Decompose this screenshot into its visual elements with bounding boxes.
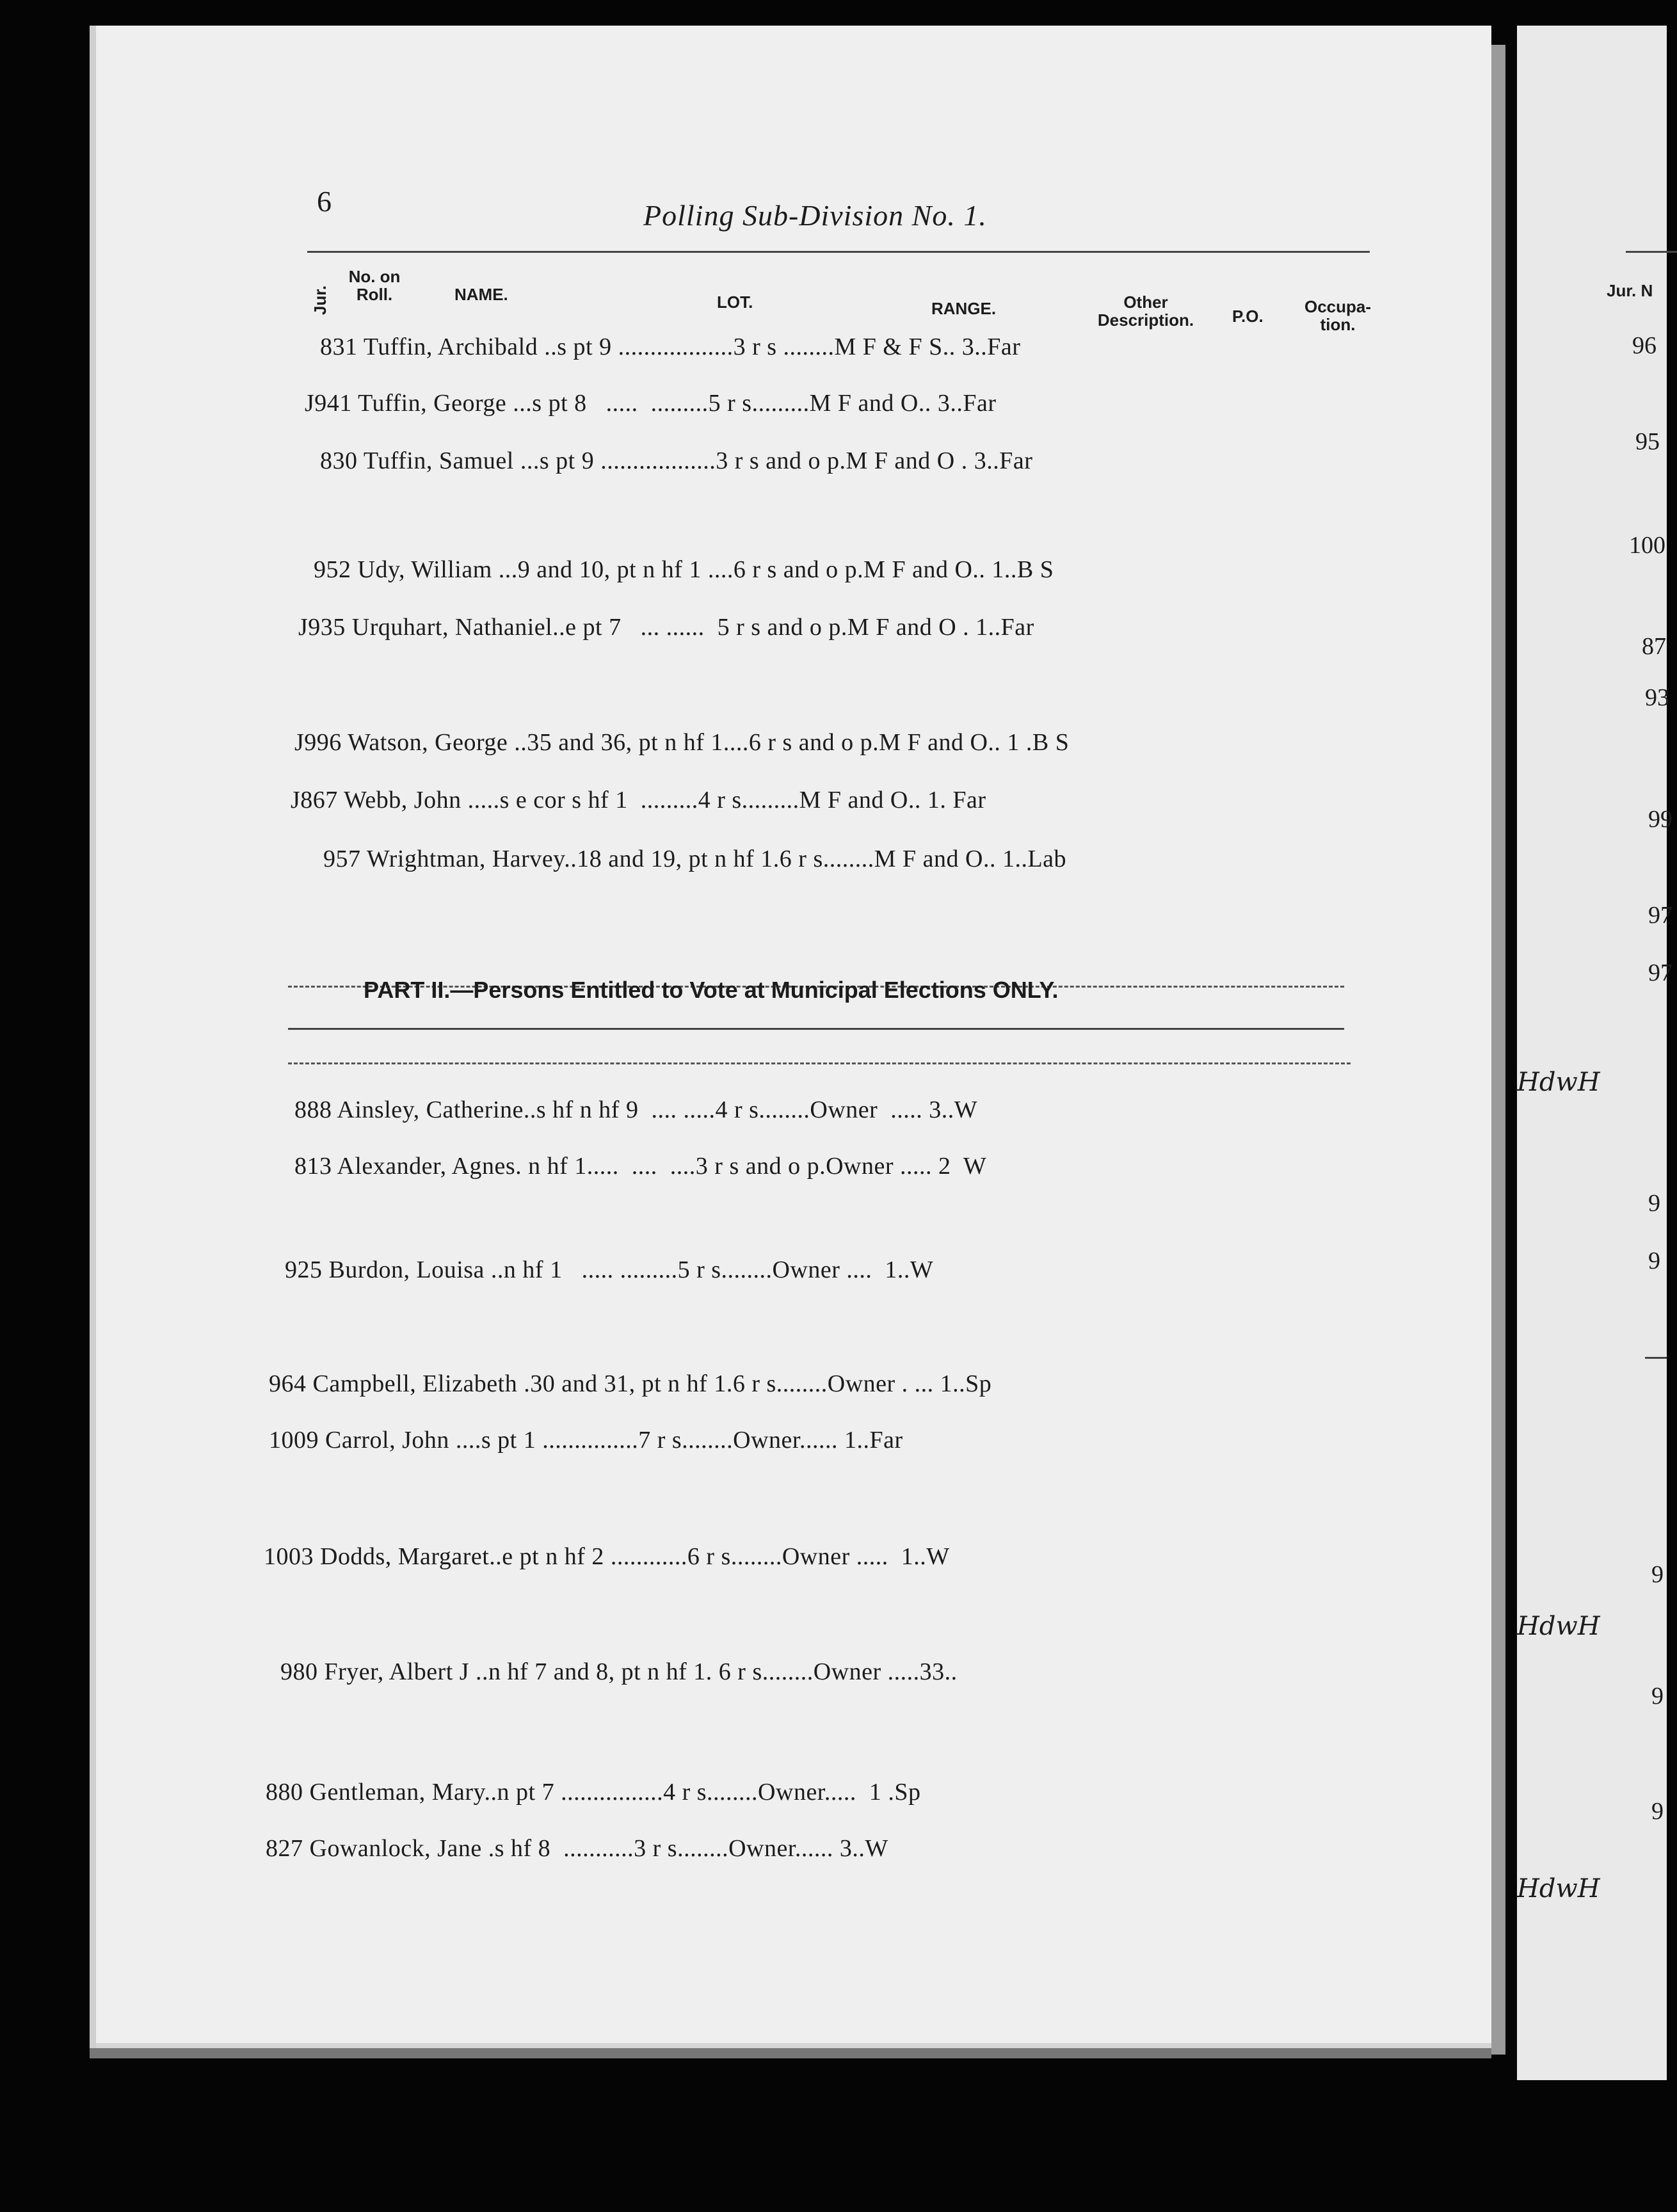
list-item: 964 Campbell, Elizabeth .30 and 31, pt n hf 1.6 r s........Owner . ... 1..Sp: [269, 1370, 992, 1397]
adjacent-number: 9: [1651, 1798, 1664, 1825]
list-item: 925 Burdon, Louisa ..n hf 1 ..... .........5 r s........Owner .... 1..W: [285, 1256, 934, 1283]
adjacent-number: 95: [1635, 428, 1660, 455]
ledger-page: [90, 26, 1491, 2048]
adjacent-number: 96: [1632, 332, 1657, 359]
list-item: 827 Gowanlock, Jane .s hf 8 ...........3 r s........Owner...... 3..W: [266, 1835, 888, 1862]
list-item: 1003 Dodds, Margaret..e pt n hf 2 ............6 r s........Owner ..... 1..W: [264, 1543, 950, 1570]
col-other-description: Other Description.: [1097, 293, 1194, 330]
list-item: 813 Alexander, Agnes. n hf 1..... .... ....3 r s and o p.Owner ..... 2 W: [294, 1153, 987, 1180]
list-item: 980 Fryer, Albert J ..n hf 7 and 8, pt n hf 1. 6 r s........Owner .....33..: [280, 1658, 958, 1685]
part-divider-bottom: [288, 1062, 1351, 1064]
handwritten-note: HdwH: [1517, 1874, 1600, 1903]
adjacent-number: 9: [1648, 1190, 1660, 1217]
adjacent-page: [1517, 26, 1673, 2080]
list-item: 952 Udy, William ...9 and 10, pt n hf 1 ....6 r s and o p.M F and O.. 1..B S: [314, 556, 1054, 583]
handwritten-note: HdwH: [1517, 1612, 1600, 1641]
col-no-on-roll: No. on Roll.: [348, 267, 401, 304]
page-bottom-edge: [90, 2048, 1491, 2058]
list-item: 831 Tuffin, Archibald ..s pt 9 ..................3 r s ........M F & F S.. 3..Far: [320, 333, 1021, 360]
list-item: 957 Wrightman, Harvey..18 and 19, pt n hf 1.6 r s........M F and O.. 1..Lab: [323, 846, 1067, 872]
col-jur: Jur.: [310, 285, 330, 316]
adjacent-rule: [1626, 251, 1677, 253]
adjacent-rule: [1645, 1357, 1667, 1359]
list-item: J935 Urquhart, Nathaniel..e pt 7 ... ...... 5 r s and o p.M F and O . 1..Far: [298, 614, 1034, 641]
part-divider-mid: [288, 1028, 1344, 1030]
col-po: P.O.: [1232, 307, 1264, 326]
header-top-rule: [307, 251, 1370, 253]
page-number: 6: [317, 185, 332, 218]
list-item: 830 Tuffin, Samuel ...s pt 9 ..................3 r s and o p.M F and O . 3..Far: [320, 447, 1033, 474]
list-item: J996 Watson, George ..35 and 36, pt n hf 1....6 r s and o p.M F and O.. 1 .B S: [294, 729, 1070, 756]
part2-heading: PART II.—Persons Entitled to Vote at Municipal Elections ONLY.: [364, 977, 1059, 1003]
adjacent-number: 97: [1648, 902, 1673, 929]
running-head: Polling Sub-Division No. 1.: [643, 199, 987, 232]
list-item: 880 Gentleman, Mary..n pt 7 ................4 r s........Owner..... 1 .Sp: [266, 1779, 921, 1806]
handwritten-note: HdwH: [1517, 1068, 1600, 1097]
adjacent-number: 99: [1648, 806, 1673, 833]
page-fold: [1491, 45, 1505, 2055]
list-item: J867 Webb, John .....s e cor s hf 1 .........4 r s.........M F and O.. 1. Far: [291, 787, 986, 813]
col-name: NAME.: [454, 285, 508, 304]
adjacent-number: 97: [1648, 959, 1673, 986]
adjacent-number: 93: [1645, 684, 1669, 711]
adjacent-number: 9: [1651, 1561, 1664, 1588]
adjacent-number: 100: [1629, 532, 1665, 559]
adjacent-number: 87: [1642, 633, 1666, 660]
adjacent-number: 9: [1651, 1683, 1664, 1710]
adjacent-header: Jur. N: [1607, 281, 1653, 300]
col-range: RANGE.: [931, 299, 997, 318]
list-item: J941 Tuffin, George ...s pt 8 ..... .........5 r s.........M F and O.. 3..Far: [305, 390, 997, 417]
adjacent-number: 9: [1648, 1247, 1660, 1274]
list-item: 1009 Carrol, John ....s pt 1 ...............7 r s........Owner...... 1..Far: [269, 1427, 903, 1454]
col-lot: LOT.: [717, 293, 753, 312]
list-item: 888 Ainsley, Catherine..s hf n hf 9 .... .....4 r s........Owner ..... 3..W: [294, 1096, 978, 1123]
col-occupation: Occupa- tion.: [1304, 297, 1372, 334]
